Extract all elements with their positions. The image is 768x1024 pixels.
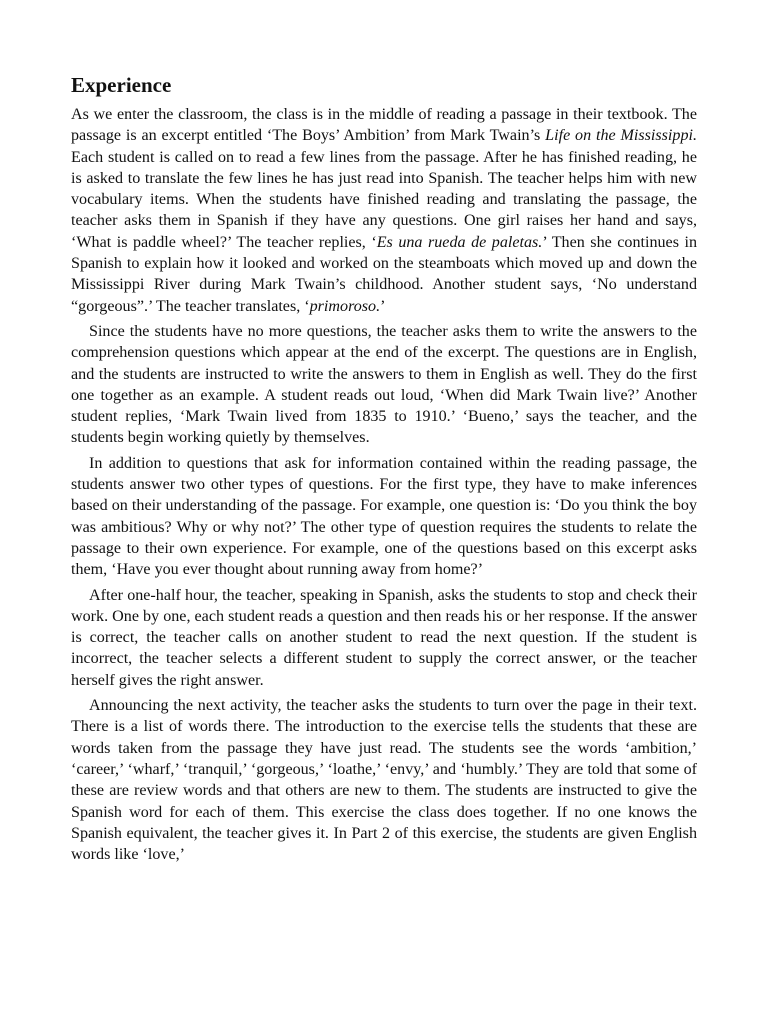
- italic-text: primoroso.: [309, 297, 381, 315]
- text-run: ’: [380, 297, 386, 315]
- paragraph-2: [71, 321, 697, 449]
- text-run: Each student is called on to read a few lines from the passage. After he has finished reading, he is asked to translate the few lines he has just read into Spanish. The teacher helps him with new vocabulary items. When the students have finished reading and translating the passage, the teacher asks them in Spanish if they have any questions. One girl raises her hand and says, ‘What is paddle wheel?’ The teacher replies, ‘: [71, 148, 697, 251]
- document-page: [71, 72, 697, 869]
- paragraph-4: [71, 585, 697, 691]
- italic-text: Es una rueda de paletas.: [376, 233, 543, 251]
- text-run: In addition to questions that ask for information contained within the reading passage, the students answer two other types of questions. For the first type, they have to make inferences based on their understanding of the passage. For example, one question is: ‘Do you think the boy was ambitious? Why or why not?’ The other type of question requires the students to relate the passage to their own experience. For example, one of the questions based on this excerpt asks them, ‘Have you ever thought about running away from home?’: [71, 454, 697, 579]
- paragraph-1: [71, 104, 697, 317]
- paragraph-5: [71, 695, 697, 865]
- text-run: After one-half hour, the teacher, speaking in Spanish, asks the students to stop and check their work. One by one, each student reads a question and then reads his or her response. If the answer is correct, the teacher calls on another student to read the next question. If the student is incorrect, the teacher selects a different student to supply the correct answer, or the teacher herself gives the right answer.: [71, 586, 697, 689]
- text-run: As we enter the classroom, the class is in the middle of reading a passage in their textbook. The passage is an excerpt entitled ‘The Boys’ Ambition’ from Mark Twain’s: [71, 106, 697, 145]
- text-run: Announcing the next activity, the teacher asks the students to turn over the page in their text. There is a list of words there. The introduction to the exercise tells the students that these are words taken from the passage they have just read. The students see the words ‘ambition,’ ‘career,’ ‘wharf,’ ‘tranquil,’ ‘gorgeous,’ ‘loathe,’ ‘envy,’ and ‘humbly.’ They are told that some of these are review words and that others are new to them. The students are instructed to give the Spanish word for each of them. This exercise the class does together. If no one knows the Spanish equivalent, the teacher gives it. In Part 2 of this exercise, the students are given English words like ‘love,’: [71, 697, 697, 864]
- paragraph-3: [71, 453, 697, 581]
- text-run: Since the students have no more questions, the teacher asks them to write the answers to the comprehension questions which appear at the end of the excerpt. The questions are in English, and the students are instructed to write the answers to them in English as well. They do the first one together as an example. A student reads out loud, ‘When did Mark Twain live?’ Another student replies, ‘Mark Twain lived from 1835 to 1910.’ ‘Bueno,’ says the teacher, and the students begin working quietly by themselves.: [71, 322, 697, 447]
- section-heading: Experience: [71, 73, 172, 97]
- body-text: [71, 104, 697, 865]
- italic-text: Life on the Mississippi.: [545, 127, 697, 145]
- text-run: ’ Then she continues in Spanish to explain how it looked and worked on the steamboats which moved up and down the Mississippi River during Mark Twain’s childhood. Another student says, ‘No understand “gorgeous”.’ The teacher translates, ‘: [71, 233, 698, 315]
